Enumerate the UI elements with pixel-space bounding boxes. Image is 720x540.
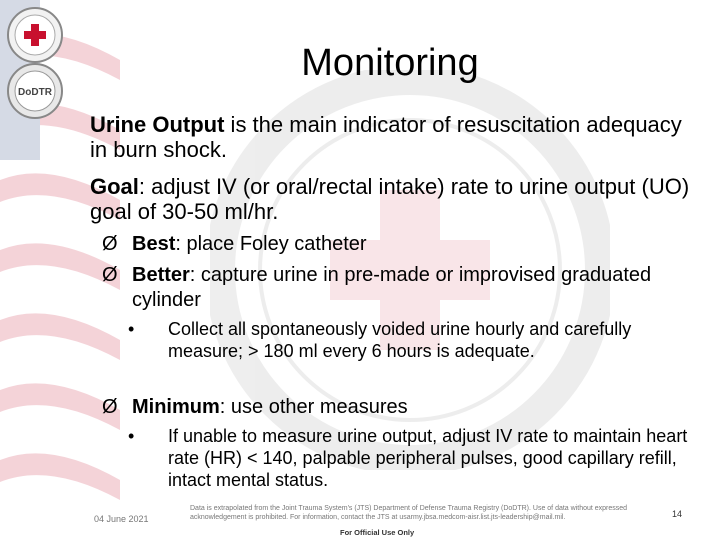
dot-bullet-other-measures bbox=[128, 425, 688, 491]
arrow-bullet-best bbox=[102, 232, 692, 257]
bullet-text: : place Foley catheter bbox=[175, 233, 367, 255]
bullet-text: If unable to measure urine output, adjust IV rate to maintain heart rate (HR) < 140, palpable peripheral pulses, good capillary refill, intact mental status. bbox=[168, 426, 688, 490]
bullet-text: : capture urine in pre-made or improvised graduated cylinder bbox=[132, 264, 652, 311]
footer-classification: For Official Use Only bbox=[340, 528, 415, 537]
dot-bullet-collect-urine bbox=[128, 318, 688, 362]
bullet-bold-label: Best bbox=[132, 233, 176, 255]
bullet-text: : use other measures bbox=[219, 396, 408, 418]
slide-title: Monitoring bbox=[301, 42, 479, 84]
arrow-bullet-icon: Ø bbox=[102, 396, 118, 418]
paragraph-text: is the main indicator of resuscitation adequacy in burn shock. bbox=[90, 112, 682, 162]
footer-date: 04 June 2021 bbox=[94, 514, 149, 524]
dot-bullet-icon: • bbox=[128, 319, 135, 339]
arrow-bullet-better bbox=[102, 263, 692, 313]
goal-paragraph bbox=[90, 174, 690, 224]
red-cross-badge-icon bbox=[6, 6, 64, 64]
dodtr-badge-icon bbox=[6, 62, 64, 120]
bullet-bold-label: Better bbox=[132, 264, 190, 286]
urine-output-paragraph bbox=[90, 112, 690, 162]
dot-bullet-icon: • bbox=[128, 426, 135, 446]
arrow-bullet-icon: Ø bbox=[102, 264, 118, 286]
arrow-bullet-minimum bbox=[102, 395, 692, 420]
footer-disclaimer: Data is extrapolated from the Joint Trauma System's (JTS) Department of Defense Trauma Registry (DoDTR). Use of data without expressed acknowledgement is prohibited. For information, contact the JTS at usarmy.jbsa.medcom-aisr.list.jts-leadership@mail.mil. bbox=[190, 505, 628, 521]
paragraph-bold-label: Goal bbox=[90, 174, 139, 199]
bullet-bold-label: Minimum bbox=[132, 396, 220, 418]
paragraph-bold-label: Urine Output bbox=[90, 112, 225, 137]
svg-text:DoDTR: DoDTR bbox=[18, 87, 52, 98]
paragraph-text: : adjust IV (or oral/rectal intake) rate to urine output (UO) goal of 30-50 ml/hr. bbox=[90, 174, 690, 224]
bullet-text: Collect all spontaneously voided urine hourly and carefully measure; > 180 ml every 6 hours is adequate. bbox=[168, 319, 632, 361]
arrow-bullet-icon: Ø bbox=[102, 233, 118, 255]
page-number: 14 bbox=[672, 509, 683, 519]
